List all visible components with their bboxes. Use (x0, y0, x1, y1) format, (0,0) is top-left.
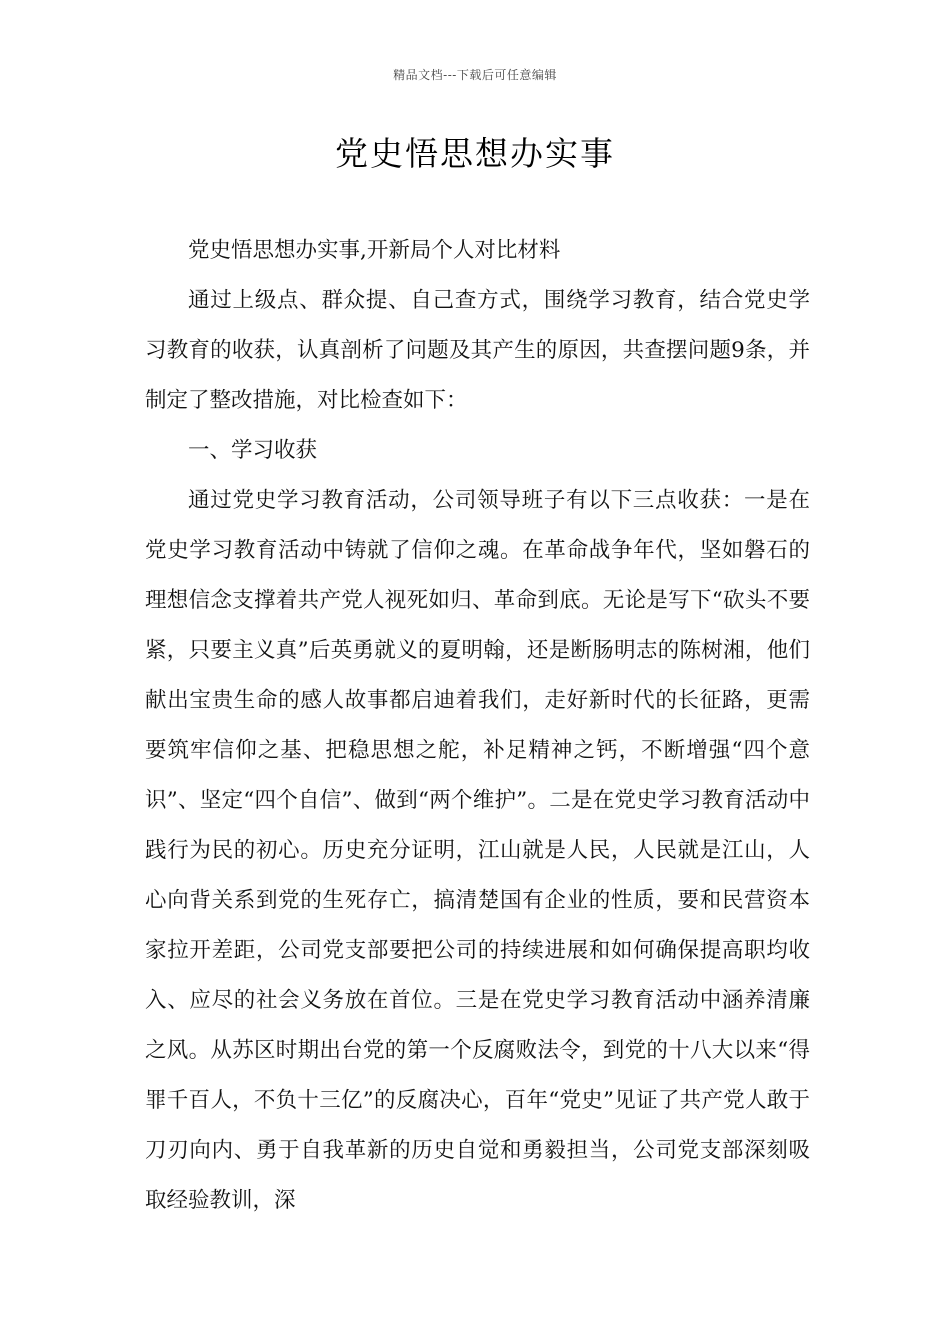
document-body (145, 226, 810, 1226)
section-heading: 一、学习收获 (188, 438, 318, 463)
header-note: 精品文档---下载后可任意编辑 (393, 68, 557, 82)
paragraph-intro: 通过上级点、群众提、自己查方式，围绕学习教育，结合党史学习教育的收获，认真剖析了问题及其产生的原因，共查摆问题9条，并制定了整改措施，对比检查如下： (145, 288, 810, 413)
paragraph-subtitle: 党史悟思想办实事,开新局个人对比材料 (188, 238, 561, 263)
document-title: 党史悟思想办实事 (335, 134, 615, 173)
paragraph-main: 通过党史学习教育活动，公司领导班子有以下三点收获：一是在党史学习教育活动中铸就了信仰之魂。在革命战争年代，坚如磐石的理想信念支撑着共产党人视死如归、革命到底。无论是写下“砍头不要紧，只要主义真”后英勇就义的夏明翰，还是断肠明志的陈树湘，他们献出宝贵生命的感人故事都启迪着我们，走好新时代的长征路，更需要筑牢信仰之基、把稳思想之舵，补足精神之钙，不断增强“四个意识”、坚定“四个自信”、做到“两个维护”。二是在党史学习教育活动中践行为民的初心。历史充分证明，江山就是人民，人民就是江山，人心向背关系到党的生死存亡，搞清楚国有企业的性质，要和民营资本家拉开差距，公司党支部要把公司的持续进展和如何确保提高职均收入、应尽的社会义务放在首位。三是在党史学习教育活动中涵养清廉之风。从苏区时期出台党的第一个反腐败法令，到党的十八大以来“得罪千百人，不负十三亿”的反腐决心，百年“党史”见证了共产党人敢于刀刃向内、勇于自我革新的历史自觉和勇毅担当，公司党支部深刻吸取经验教训，深 (145, 488, 810, 1213)
